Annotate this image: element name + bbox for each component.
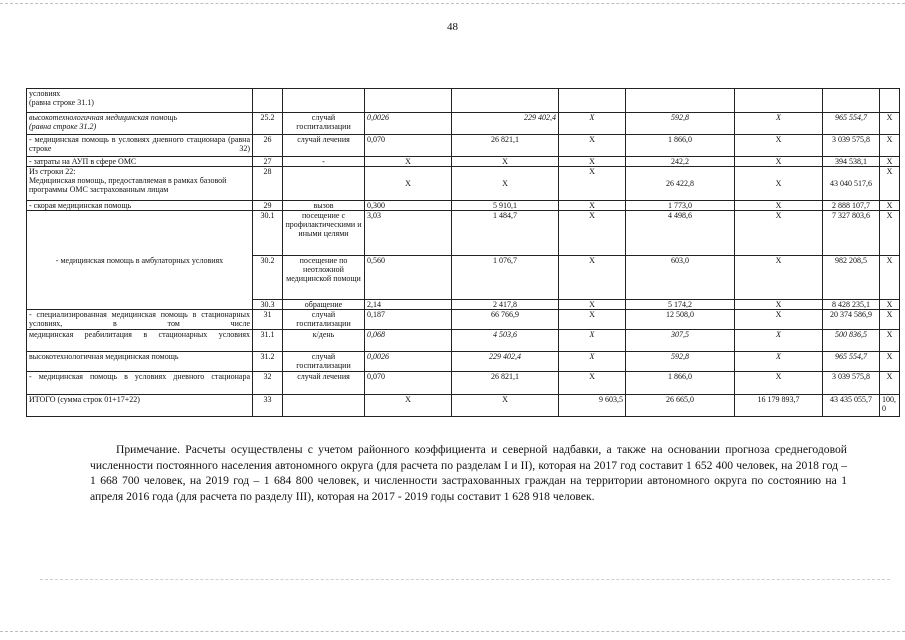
row-number: 27 bbox=[253, 157, 283, 167]
table-row bbox=[27, 372, 900, 395]
row-number: 31.2 bbox=[253, 352, 283, 372]
row-v4: 12 508,0 bbox=[626, 310, 735, 330]
row-name: Из строки 22: Медицинская помощь, предоставляемая в рамках базовой программы ОМС застрахованным лицам bbox=[27, 167, 253, 201]
row-v6: 20 374 586,9 bbox=[823, 310, 880, 330]
row-name: - затраты на АУП в сфере ОМС bbox=[27, 157, 253, 167]
row-v4: 307,5 bbox=[626, 330, 735, 352]
row-name: высокотехнологичная медицинская помощь (равна строке 31.2) bbox=[27, 113, 253, 135]
row-v5: X bbox=[735, 300, 823, 310]
row-v5: X bbox=[735, 201, 823, 211]
scan-artifact-top bbox=[0, 3, 905, 4]
row-v5: X bbox=[735, 352, 823, 372]
row-number: 30.2 bbox=[253, 256, 283, 300]
table-row bbox=[27, 330, 900, 352]
row-v7: X bbox=[880, 167, 900, 201]
table-row bbox=[27, 157, 900, 167]
row-v3: X bbox=[559, 300, 626, 310]
row-v5: X bbox=[735, 211, 823, 256]
row-v6: 2 888 107,7 bbox=[823, 201, 880, 211]
row-unit: вызов bbox=[283, 201, 365, 211]
row-v5: X bbox=[735, 157, 823, 167]
row-v1: 0,300 bbox=[365, 201, 452, 211]
row-unit: посещение с профилактическими и иными целями bbox=[283, 211, 365, 256]
row-v7: X bbox=[880, 211, 900, 256]
row-v3: X bbox=[559, 211, 626, 256]
row-unit: случай госпитализации bbox=[283, 352, 365, 372]
row-v7: X bbox=[880, 157, 900, 167]
row-name: условиях (равна строке 31.1) bbox=[27, 89, 253, 113]
row-v3: X bbox=[559, 256, 626, 300]
row-v7: X bbox=[880, 310, 900, 330]
table-row bbox=[27, 201, 900, 211]
row-v1: 0,068 bbox=[365, 330, 452, 352]
row-v1: 2,14 bbox=[365, 300, 452, 310]
row-name: ИТОГО (сумма строк 01+17+22) bbox=[27, 395, 253, 417]
row-v1: 0,070 bbox=[365, 135, 452, 157]
table-row bbox=[27, 89, 900, 113]
row-v2b: X bbox=[452, 167, 559, 201]
footnote-text: Примечание. Расчеты осуществлены с учетом районного коэффициента и северной надбавки, а также на основании прогноза среднегодовой численности постоянного населения автономного округа (для расчета по разделам I и II), которая на 2017 год составит 1 652 400 человек, на 2018 год – 1 668 700 человек, на 2019 год – 1 684 800 человек, и численности застрахованных граждан на территории автономного округа по состоянию на 1 апреля 2016 года (для расчета по разделу III), которая на 2017 - 2019 годы составит 1 628 918 человек. bbox=[90, 443, 847, 503]
row-number: 26 bbox=[253, 135, 283, 157]
row-number: 28 bbox=[253, 167, 283, 201]
row-v2: X bbox=[452, 157, 559, 167]
page-number: 48 bbox=[447, 21, 458, 33]
row-v4: 26 422,8 bbox=[626, 167, 735, 201]
row-v2: X bbox=[365, 167, 452, 201]
row-v3: X bbox=[559, 310, 626, 330]
row-number: 31 bbox=[253, 310, 283, 330]
row-v3: X bbox=[559, 157, 626, 167]
row-v2: 26 821,1 bbox=[452, 372, 559, 395]
row-number: 33 bbox=[253, 395, 283, 417]
table-row bbox=[27, 310, 900, 330]
row-unit: к/день bbox=[283, 330, 365, 352]
row-v6: 500 836,5 bbox=[823, 330, 880, 352]
row-v2: 1 076,7 bbox=[452, 256, 559, 300]
table-row bbox=[27, 352, 900, 372]
row-v6: 394 538,1 bbox=[823, 157, 880, 167]
row-name: - медицинская помощь в условиях дневного стационара bbox=[27, 372, 253, 395]
financing-table bbox=[26, 88, 900, 417]
table-row bbox=[27, 167, 900, 201]
row-name: высокотехнологичная медицинская помощь bbox=[27, 352, 253, 372]
table-row bbox=[27, 113, 900, 135]
row-v1: 0,0026 bbox=[365, 113, 452, 135]
row-v7: X bbox=[880, 135, 900, 157]
row-v4: 1 773,0 bbox=[626, 201, 735, 211]
row-v2: 5 910,1 bbox=[452, 201, 559, 211]
row-v4: 592,8 bbox=[626, 352, 735, 372]
row-v1: X bbox=[365, 157, 452, 167]
row-unit: случай госпитализации bbox=[283, 310, 365, 330]
row-number: 32 bbox=[253, 372, 283, 395]
row-v7: X bbox=[880, 256, 900, 300]
row-name: - медицинская помощь в амбулаторных условиях bbox=[27, 211, 253, 310]
row-v5: X bbox=[735, 256, 823, 300]
row-v6: 965 554,7 bbox=[823, 352, 880, 372]
row-number: 30.1 bbox=[253, 211, 283, 256]
row-v4: 592,8 bbox=[626, 113, 735, 135]
row-number: 25.2 bbox=[253, 113, 283, 135]
row-name: - специализированная медицинская помощь в стационарных условиях, в том числе bbox=[27, 310, 253, 330]
row-v7: 100, 0 bbox=[880, 395, 900, 417]
row-v4: 603,0 bbox=[626, 256, 735, 300]
row-v6: 43 040 517,6 bbox=[823, 167, 880, 201]
row-v7: X bbox=[880, 372, 900, 395]
row-v7: X bbox=[880, 113, 900, 135]
row-v5: X bbox=[735, 167, 823, 201]
row-v4: 1 866,0 bbox=[626, 372, 735, 395]
footnote bbox=[90, 442, 847, 504]
row-unit: обращение bbox=[283, 300, 365, 310]
row-v3: X bbox=[559, 330, 626, 352]
row-v1: 0,070 bbox=[365, 372, 452, 395]
row-v2: 229 402,4 bbox=[452, 113, 559, 135]
row-v2: 66 766,9 bbox=[452, 310, 559, 330]
row-v7: X bbox=[880, 201, 900, 211]
row-v2: X bbox=[452, 395, 559, 417]
row-v4: 4 498,6 bbox=[626, 211, 735, 256]
row-v1: 0,560 bbox=[365, 256, 452, 300]
row-unit: - bbox=[283, 157, 365, 167]
table-row bbox=[27, 135, 900, 157]
row-unit: случай госпитализации bbox=[283, 113, 365, 135]
row-v2: 229 402,4 bbox=[452, 352, 559, 372]
row-v6: 8 428 235,1 bbox=[823, 300, 880, 310]
row-name: - медицинская помощь в условиях дневного стационара (равна строке 32) bbox=[27, 135, 253, 157]
row-v2: 26 821,1 bbox=[452, 135, 559, 157]
row-v5: X bbox=[735, 310, 823, 330]
row-v4: 26 665,0 bbox=[626, 395, 735, 417]
row-v6: 43 435 055,7 bbox=[823, 395, 880, 417]
table-row-total bbox=[27, 395, 900, 417]
table-row bbox=[27, 211, 900, 256]
row-v1: 0,187 bbox=[365, 310, 452, 330]
row-v3: X bbox=[559, 135, 626, 157]
row-v1: 3,03 bbox=[365, 211, 452, 256]
row-v3: X bbox=[559, 352, 626, 372]
scan-artifact-line bbox=[40, 579, 890, 580]
row-number: 31.1 bbox=[253, 330, 283, 352]
row-v4: 242,2 bbox=[626, 157, 735, 167]
row-v3: X bbox=[559, 372, 626, 395]
row-v2: 2 417,8 bbox=[452, 300, 559, 310]
row-v6: 7 327 803,6 bbox=[823, 211, 880, 256]
row-v5: X bbox=[735, 372, 823, 395]
row-v4: 1 866,0 bbox=[626, 135, 735, 157]
row-v1: X bbox=[365, 395, 452, 417]
row-v1: 0,0026 bbox=[365, 352, 452, 372]
row-v3: X bbox=[559, 167, 626, 201]
row-v2: 4 503,6 bbox=[452, 330, 559, 352]
row-name: - скорая медицинская помощь bbox=[27, 201, 253, 211]
row-v5: X bbox=[735, 135, 823, 157]
row-v6: 982 208,5 bbox=[823, 256, 880, 300]
row-number: 30.3 bbox=[253, 300, 283, 310]
row-v3: 9 603,5 bbox=[559, 395, 626, 417]
scan-artifact-bottom bbox=[0, 631, 905, 632]
row-v5: 16 179 893,7 bbox=[735, 395, 823, 417]
row-v6: 965 554,7 bbox=[823, 113, 880, 135]
row-v3: X bbox=[559, 201, 626, 211]
row-v7: X bbox=[880, 352, 900, 372]
row-unit: посещение по неотложной медицинской помощи bbox=[283, 256, 365, 300]
row-v3: X bbox=[559, 113, 626, 135]
row-v6: 3 039 575,8 bbox=[823, 372, 880, 395]
row-v7: X bbox=[880, 330, 900, 352]
row-name: медицинская реабилитация в стационарных условиях bbox=[27, 330, 253, 352]
row-unit: случай лечения bbox=[283, 372, 365, 395]
row-v4: 5 174,2 bbox=[626, 300, 735, 310]
row-v5: X bbox=[735, 113, 823, 135]
row-v2: 1 484,7 bbox=[452, 211, 559, 256]
row-v7: X bbox=[880, 300, 900, 310]
row-number: 29 bbox=[253, 201, 283, 211]
row-unit: случай лечения bbox=[283, 135, 365, 157]
row-v5: X bbox=[735, 330, 823, 352]
row-v6: 3 039 575,8 bbox=[823, 135, 880, 157]
